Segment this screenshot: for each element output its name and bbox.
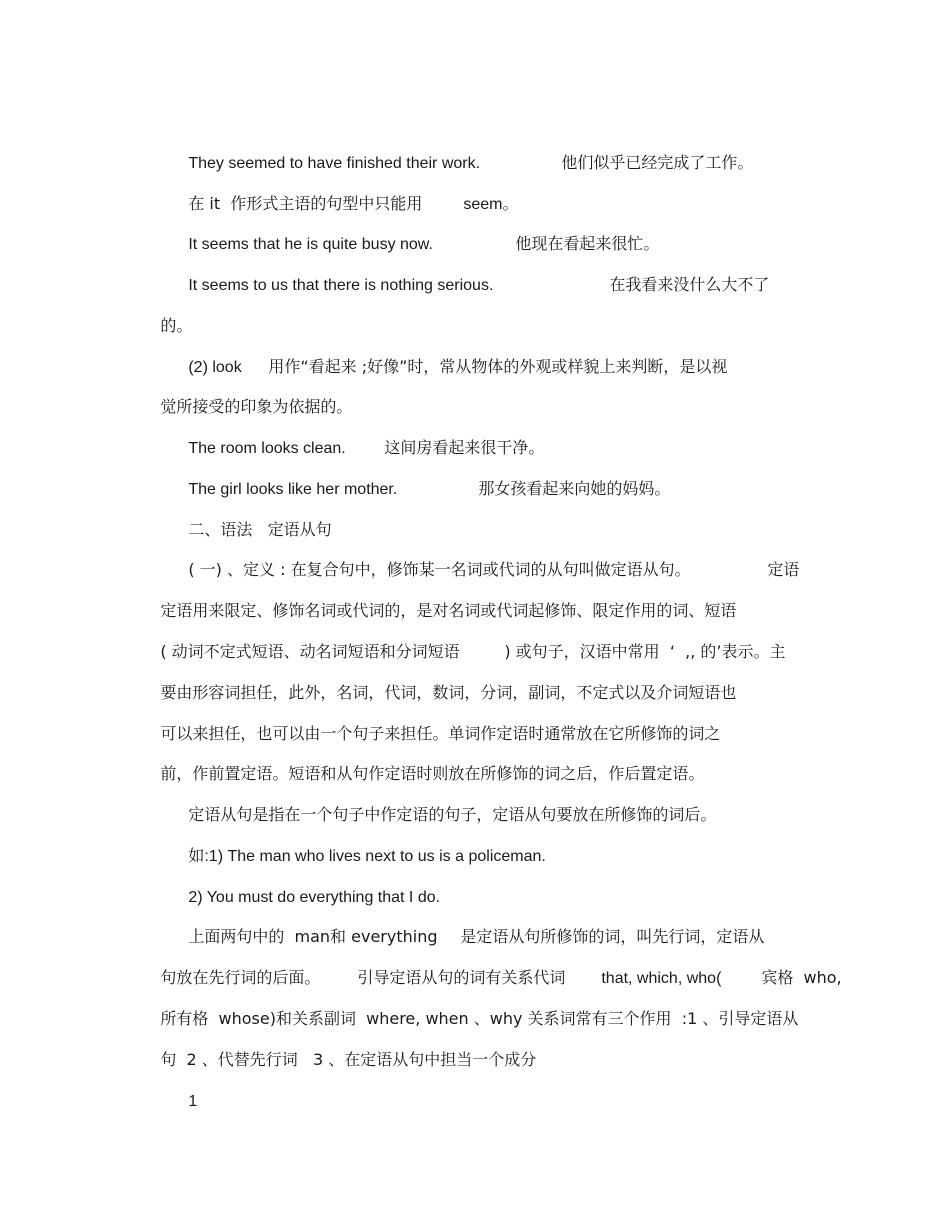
text-line: 这间房看起来很干净。: [384, 438, 545, 457]
text-line: 是定语从句所修饰的词，叫先行词，定语从: [460, 927, 765, 946]
text-line: 他现在看起来很忙。: [515, 234, 660, 253]
text-line: It seems that he is quite busy now.: [188, 236, 433, 253]
text-line: They seemed to have finished their work.: [188, 155, 481, 172]
text-line: that, which, who(: [601, 970, 722, 987]
text-line: 定语: [767, 560, 800, 579]
text-line: 他们似乎已经完成了工作。: [561, 153, 754, 172]
text-line: 上面两句中的 man和 everything: [188, 927, 438, 946]
text-line: 前，作前置定语。短语和从句作定语时则放在所修饰的词之后，作后置定语。: [160, 764, 705, 783]
text-line: ( 一) 、定义 : 在复合句中，修饰某一名词或代词的从句叫做定语从句。: [188, 560, 691, 579]
text-line: 可以来担任，也可以由一个句子来担任。单词作定语时通常放在它所修饰的词之: [160, 724, 721, 743]
text-line: ( 动词不定式短语、动名词短语和分词短语: [160, 642, 460, 661]
text-line: ) 或句子，汉语中常用 ‘ ,, 的’表示。主: [504, 642, 786, 661]
text-line: 在我看来没什么大不了: [609, 275, 770, 294]
section-heading: 二、语法 定语从句: [188, 520, 332, 539]
text-line: (2) look: [188, 359, 242, 376]
text-line: 用作“看起来 ;好像”时，常从物体的外观或样貌上来判断，是以视: [268, 357, 728, 376]
text-line: The girl looks like her mother.: [188, 481, 398, 498]
text-line: 在 it 作形式主语的句型中只能用: [188, 194, 423, 213]
text-line: 的。: [160, 316, 193, 335]
text-line: 所有格 whose)和关系副词 where, when 、why 关系词常有三个作用 :1 、引导定语从: [160, 1009, 799, 1028]
example-line: 2) You must do everything that I do.: [188, 889, 441, 906]
text-line: seem。: [463, 196, 519, 213]
page-number: 1: [188, 1093, 198, 1110]
text-line: 句放在先行词的后面。: [160, 968, 321, 987]
text-line: 句 2 、代替先行词 3 、在定语从句中担当一个成分: [160, 1050, 537, 1069]
text-line: It seems to us that there is nothing serious.: [188, 277, 494, 294]
text-line: 觉所接受的印象为依据的。: [160, 397, 353, 416]
text-line: 宾格 who,: [761, 968, 842, 987]
text-line: 定语用来限定、修饰名词或代词的，是对名词或代词起修饰、限定作用的词、短语: [160, 601, 737, 620]
example-line: 如:1) The man who lives next to us is a policeman.: [188, 848, 546, 865]
text-line: The room looks clean.: [188, 440, 346, 457]
text-line: 要由形容词担任，此外，名词，代词，数词，分词，副词，不定式以及介词短语也: [160, 683, 737, 702]
text-line: 引导定语从句的词有关系代词: [357, 968, 566, 987]
text-line: 定语从句是指在一个句子中作定语的句子，定语从句要放在所修饰的词后。: [188, 805, 717, 824]
text-line: 那女孩看起来向她的妈妈。: [478, 479, 671, 498]
